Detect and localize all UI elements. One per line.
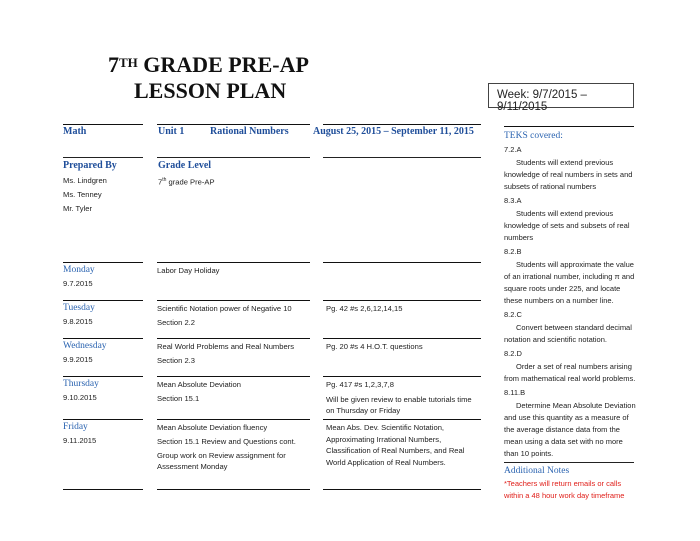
teks-description: Order a set of real numbers arising from mathematical real world problems. (504, 362, 636, 383)
day-divider-1 (63, 419, 143, 420)
day-date: 9.8.2015 (63, 317, 93, 326)
teks-label: TEKS covered: (504, 131, 563, 141)
homework-item: Will be given review to enable tutorials time on Thursday or Friday (326, 394, 472, 415)
notes-label: Additional Notes (504, 466, 570, 476)
grade-level-label: Grade Level (158, 160, 212, 171)
teks-description: Students will extend previous knowledge of sets and subsets of real numbers (504, 209, 630, 242)
lesson-cell (157, 341, 307, 369)
day-divider-2 (157, 300, 310, 301)
teks-code: 8.11.B (504, 388, 526, 397)
homework-item: Mean Abs. Dev. Scientific Notation, Approximating Irrational Numbers, Classification of Real Numbers, and Real World Application of Real Numbers. (326, 423, 465, 467)
lesson-item: Section 15.1 (157, 394, 200, 403)
homework-cell (326, 379, 482, 420)
lesson-cell (157, 303, 307, 331)
subject-heading: Math (63, 126, 87, 137)
lesson-item: Labor Day Holiday (157, 266, 220, 275)
day-date: 9.10.2015 (63, 393, 97, 402)
bottom-divider-2 (157, 489, 310, 490)
teks-description: Students will approximate the value of an irrational number, including π and square roots under 225, and locate these numbers on a number line. (504, 260, 635, 305)
title-line-2: LESSON PLAN (134, 78, 287, 103)
bottom-divider-3 (323, 489, 481, 490)
prepared-divider-2 (157, 157, 310, 158)
day-divider-1 (63, 338, 143, 339)
bottom-divider-1 (63, 489, 143, 490)
unit-heading: Unit 1 (158, 126, 185, 137)
day-divider-3 (323, 338, 481, 339)
notes-text: *Teachers will return emails or calls within a 48 hour work day timeframe (504, 479, 625, 500)
week-range: Week: 9/7/2015 – 9/11/2015 (497, 89, 587, 113)
teks-description: Students will extend previous knowledge of real numbers in sets and subsets of rational numbers (504, 158, 633, 191)
day-date: 9.9.2015 (63, 355, 93, 364)
day-divider-3 (323, 419, 481, 420)
title-line-1: 7TH GRADE PRE-AP (108, 52, 309, 77)
teks-code: 8.2.B (504, 247, 522, 256)
unit-name-heading: Rational Numbers (210, 126, 289, 137)
lesson-item: Scientific Notation power of Negative 10 (157, 304, 292, 313)
teacher-name: Ms. Lindgren (63, 176, 107, 185)
header-divider-1 (63, 124, 143, 125)
teks-code: 8.2.C (504, 310, 522, 319)
homework-item: Pg. 20 #s 4 H.O.T. questions (326, 342, 423, 351)
prepared-by-label: Prepared By (63, 160, 117, 171)
day-name: Thursday (63, 379, 99, 389)
lesson-item: Real World Problems and Real Numbers (157, 342, 295, 351)
day-name: Monday (63, 265, 95, 275)
day-divider-3 (323, 300, 481, 301)
lesson-cell (157, 422, 307, 475)
lesson-item: Mean Absolute Deviation (157, 380, 242, 389)
day-date: 9.7.2015 (63, 279, 93, 288)
lesson-item: Mean Absolute Deviation fluency (157, 423, 268, 432)
teks-panel (504, 130, 636, 502)
homework-item: Pg. 417 #s 1,2,3,7,8 (326, 380, 394, 389)
lesson-cell (157, 265, 307, 279)
day-name: Wednesday (63, 341, 107, 351)
teacher-list (63, 174, 107, 216)
day-divider-2 (157, 262, 310, 263)
notes-divider (504, 462, 634, 463)
teks-code: 8.3.A (504, 196, 522, 205)
day-divider-1 (63, 300, 143, 301)
lesson-cell (157, 379, 307, 407)
teks-code: 8.2.D (504, 349, 522, 358)
teks-code: 7.2.A (504, 145, 522, 154)
lesson-item: Section 2.3 (157, 356, 195, 365)
teks-top-divider (504, 126, 634, 127)
lesson-item: Section 2.2 (157, 318, 195, 327)
day-divider-2 (157, 338, 310, 339)
day-divider-1 (63, 376, 143, 377)
day-name: Tuesday (63, 303, 95, 313)
homework-item: Pg. 42 #s 2,6,12,14,15 (326, 304, 403, 313)
grade-level-value: 7th grade Pre-AP (158, 177, 215, 187)
day-divider-2 (157, 376, 310, 377)
teacher-name: Ms. Tenney (63, 190, 102, 199)
prepared-divider-1 (63, 157, 143, 158)
header-divider-3 (323, 124, 481, 125)
teks-description: Convert between standard decimal notation and scientific notation. (504, 323, 632, 344)
page-title (108, 52, 368, 104)
day-divider-2 (157, 419, 310, 420)
date-range-heading: August 25, 2015 – September 11, 2015 (313, 126, 474, 137)
homework-cell (326, 341, 482, 356)
day-date: 9.11.2015 (63, 436, 97, 445)
week-box (488, 83, 634, 113)
day-divider-1 (63, 262, 143, 263)
day-divider-3 (323, 376, 481, 377)
teks-list (504, 144, 636, 460)
header-divider-2 (157, 124, 310, 125)
teks-description: Determine Mean Absolute Deviation and use this quantity as a measure of the average distance data from the mean using a data set with no more than 10 points. (504, 401, 636, 458)
prepared-divider-3 (323, 157, 481, 158)
homework-cell (326, 422, 482, 471)
teacher-name: Mr. Tyler (63, 204, 92, 213)
day-name: Friday (63, 422, 88, 432)
day-divider-3 (323, 262, 481, 263)
lesson-item: Group work on Review assignment for Assessment Monday (157, 451, 286, 471)
lesson-item: Section 15.1 Review and Questions cont. (157, 437, 296, 446)
homework-cell (326, 303, 482, 318)
